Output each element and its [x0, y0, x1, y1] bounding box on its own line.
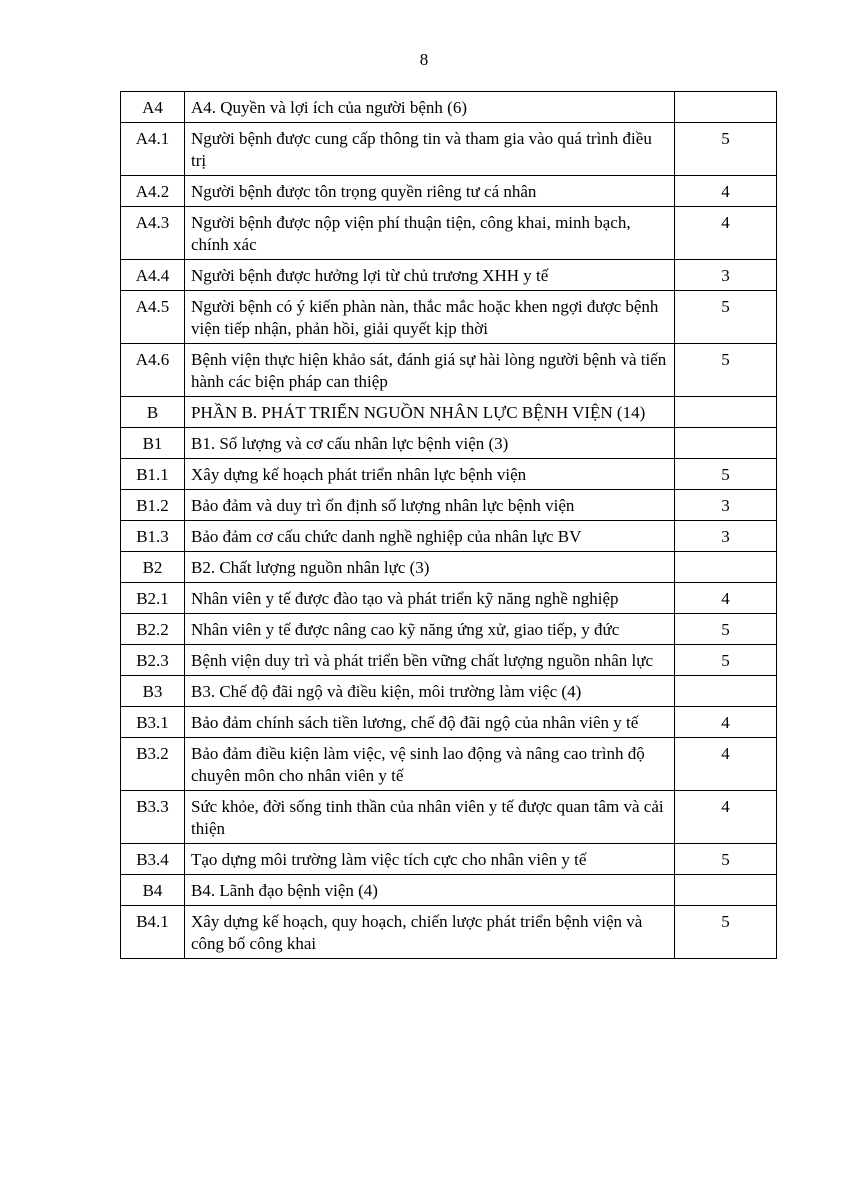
criterion-text: Bệnh viện thực hiện khảo sát, đánh giá sự hài lòng người bệnh và tiến hành các biện pháp can thiệp — [185, 344, 675, 397]
table-row — [121, 490, 777, 521]
criterion-text: A4. Quyền và lợi ích của người bệnh (6) — [185, 92, 675, 123]
criterion-score: 4 — [675, 176, 777, 207]
table-row — [121, 738, 777, 791]
criterion-score: 5 — [675, 123, 777, 176]
criterion-text: Người bệnh được hưởng lợi từ chủ trương XHH y tế — [185, 260, 675, 291]
table-row — [121, 791, 777, 844]
criterion-text: Tạo dựng môi trường làm việc tích cực cho nhân viên y tế — [185, 844, 675, 875]
table-row — [121, 645, 777, 676]
criterion-score — [675, 428, 777, 459]
criterion-text: Bệnh viện duy trì và phát triển bền vững chất lượng nguồn nhân lực — [185, 645, 675, 676]
table-row — [121, 614, 777, 645]
criterion-code: B — [121, 397, 185, 428]
criterion-score: 4 — [675, 707, 777, 738]
criterion-score: 5 — [675, 844, 777, 875]
criterion-text: Bảo đảm chính sách tiền lương, chế độ đãi ngộ của nhân viên y tế — [185, 707, 675, 738]
criterion-code: B2.2 — [121, 614, 185, 645]
criterion-text: Sức khỏe, đời sống tinh thần của nhân viên y tế được quan tâm và cải thiện — [185, 791, 675, 844]
criterion-code: B3.2 — [121, 738, 185, 791]
criterion-code: B1.3 — [121, 521, 185, 552]
table-row — [121, 583, 777, 614]
criterion-code: B3.3 — [121, 791, 185, 844]
criterion-score: 4 — [675, 791, 777, 844]
criterion-score: 5 — [675, 291, 777, 344]
criterion-code: A4.6 — [121, 344, 185, 397]
criterion-text: Người bệnh được nộp viện phí thuận tiện, công khai, minh bạch, chính xác — [185, 207, 675, 260]
table-row — [121, 676, 777, 707]
criterion-score — [675, 875, 777, 906]
criteria-table-body — [121, 92, 777, 959]
criterion-text: Bảo đảm cơ cấu chức danh nghề nghiệp của nhân lực BV — [185, 521, 675, 552]
criterion-code: A4.4 — [121, 260, 185, 291]
table-row — [121, 344, 777, 397]
criterion-code: B4.1 — [121, 906, 185, 959]
criterion-code: B2 — [121, 552, 185, 583]
table-row — [121, 844, 777, 875]
criterion-score: 5 — [675, 459, 777, 490]
criterion-score: 3 — [675, 521, 777, 552]
table-row — [121, 459, 777, 490]
table-row — [121, 207, 777, 260]
criterion-code: B1 — [121, 428, 185, 459]
table-row — [121, 428, 777, 459]
criterion-code: B3.1 — [121, 707, 185, 738]
criterion-score — [675, 92, 777, 123]
criterion-code: B1.1 — [121, 459, 185, 490]
criterion-score: 3 — [675, 490, 777, 521]
table-row — [121, 397, 777, 428]
table-row — [121, 521, 777, 552]
criterion-code: B3 — [121, 676, 185, 707]
criterion-text: B3. Chế độ đãi ngộ và điều kiện, môi trường làm việc (4) — [185, 676, 675, 707]
table-row — [121, 906, 777, 959]
criterion-score — [675, 676, 777, 707]
table-row — [121, 92, 777, 123]
criterion-score: 5 — [675, 614, 777, 645]
criterion-text: Người bệnh được tôn trọng quyền riêng tư cá nhân — [185, 176, 675, 207]
criterion-score: 4 — [675, 207, 777, 260]
criterion-text: Xây dựng kế hoạch phát triển nhân lực bệnh viện — [185, 459, 675, 490]
criterion-text: Bảo đảm điều kiện làm việc, vệ sinh lao động và nâng cao trình độ chuyên môn cho nhân viên y tế — [185, 738, 675, 791]
table-row — [121, 260, 777, 291]
criterion-score — [675, 552, 777, 583]
page-number: 8 — [419, 50, 429, 69]
table-row — [121, 123, 777, 176]
criterion-code: B1.2 — [121, 490, 185, 521]
criterion-text: Nhân viên y tế được nâng cao kỹ năng ứng xử, giao tiếp, y đức — [185, 614, 675, 645]
criterion-score: 4 — [675, 583, 777, 614]
criterion-code: B3.4 — [121, 844, 185, 875]
table-row — [121, 552, 777, 583]
criterion-text: Bảo đảm và duy trì ổn định số lượng nhân lực bệnh viện — [185, 490, 675, 521]
criterion-code: B4 — [121, 875, 185, 906]
criterion-score: 5 — [675, 645, 777, 676]
criterion-text: PHẦN B. PHÁT TRIỂN NGUỒN NHÂN LỰC BỆNH VIỆN (14) — [185, 397, 675, 428]
criterion-score: 5 — [675, 344, 777, 397]
criterion-code: A4.3 — [121, 207, 185, 260]
criterion-code: A4.5 — [121, 291, 185, 344]
criterion-code: B2.3 — [121, 645, 185, 676]
criterion-score — [675, 397, 777, 428]
criteria-table — [120, 91, 777, 959]
criterion-text: B4. Lãnh đạo bệnh viện (4) — [185, 875, 675, 906]
criterion-text: Người bệnh được cung cấp thông tin và tham gia vào quá trình điều trị — [185, 123, 675, 176]
criterion-text: Xây dựng kế hoạch, quy hoạch, chiến lược phát triển bệnh viện và công bố công khai — [185, 906, 675, 959]
table-row — [121, 176, 777, 207]
criterion-text: Người bệnh có ý kiến phàn nàn, thắc mắc hoặc khen ngợi được bệnh viện tiếp nhận, phản hồi, giải quyết kịp thời — [185, 291, 675, 344]
criterion-text: B1. Số lượng và cơ cấu nhân lực bệnh viện (3) — [185, 428, 675, 459]
criterion-text: Nhân viên y tế được đào tạo và phát triển kỹ năng nghề nghiệp — [185, 583, 675, 614]
criterion-code: A4 — [121, 92, 185, 123]
criterion-score: 3 — [675, 260, 777, 291]
criterion-text: B2. Chất lượng nguồn nhân lực (3) — [185, 552, 675, 583]
criterion-code: B2.1 — [121, 583, 185, 614]
table-row — [121, 707, 777, 738]
table-row — [121, 875, 777, 906]
criterion-code: A4.1 — [121, 123, 185, 176]
criterion-score: 4 — [675, 738, 777, 791]
table-row — [121, 291, 777, 344]
criterion-score: 5 — [675, 906, 777, 959]
criterion-code: A4.2 — [121, 176, 185, 207]
